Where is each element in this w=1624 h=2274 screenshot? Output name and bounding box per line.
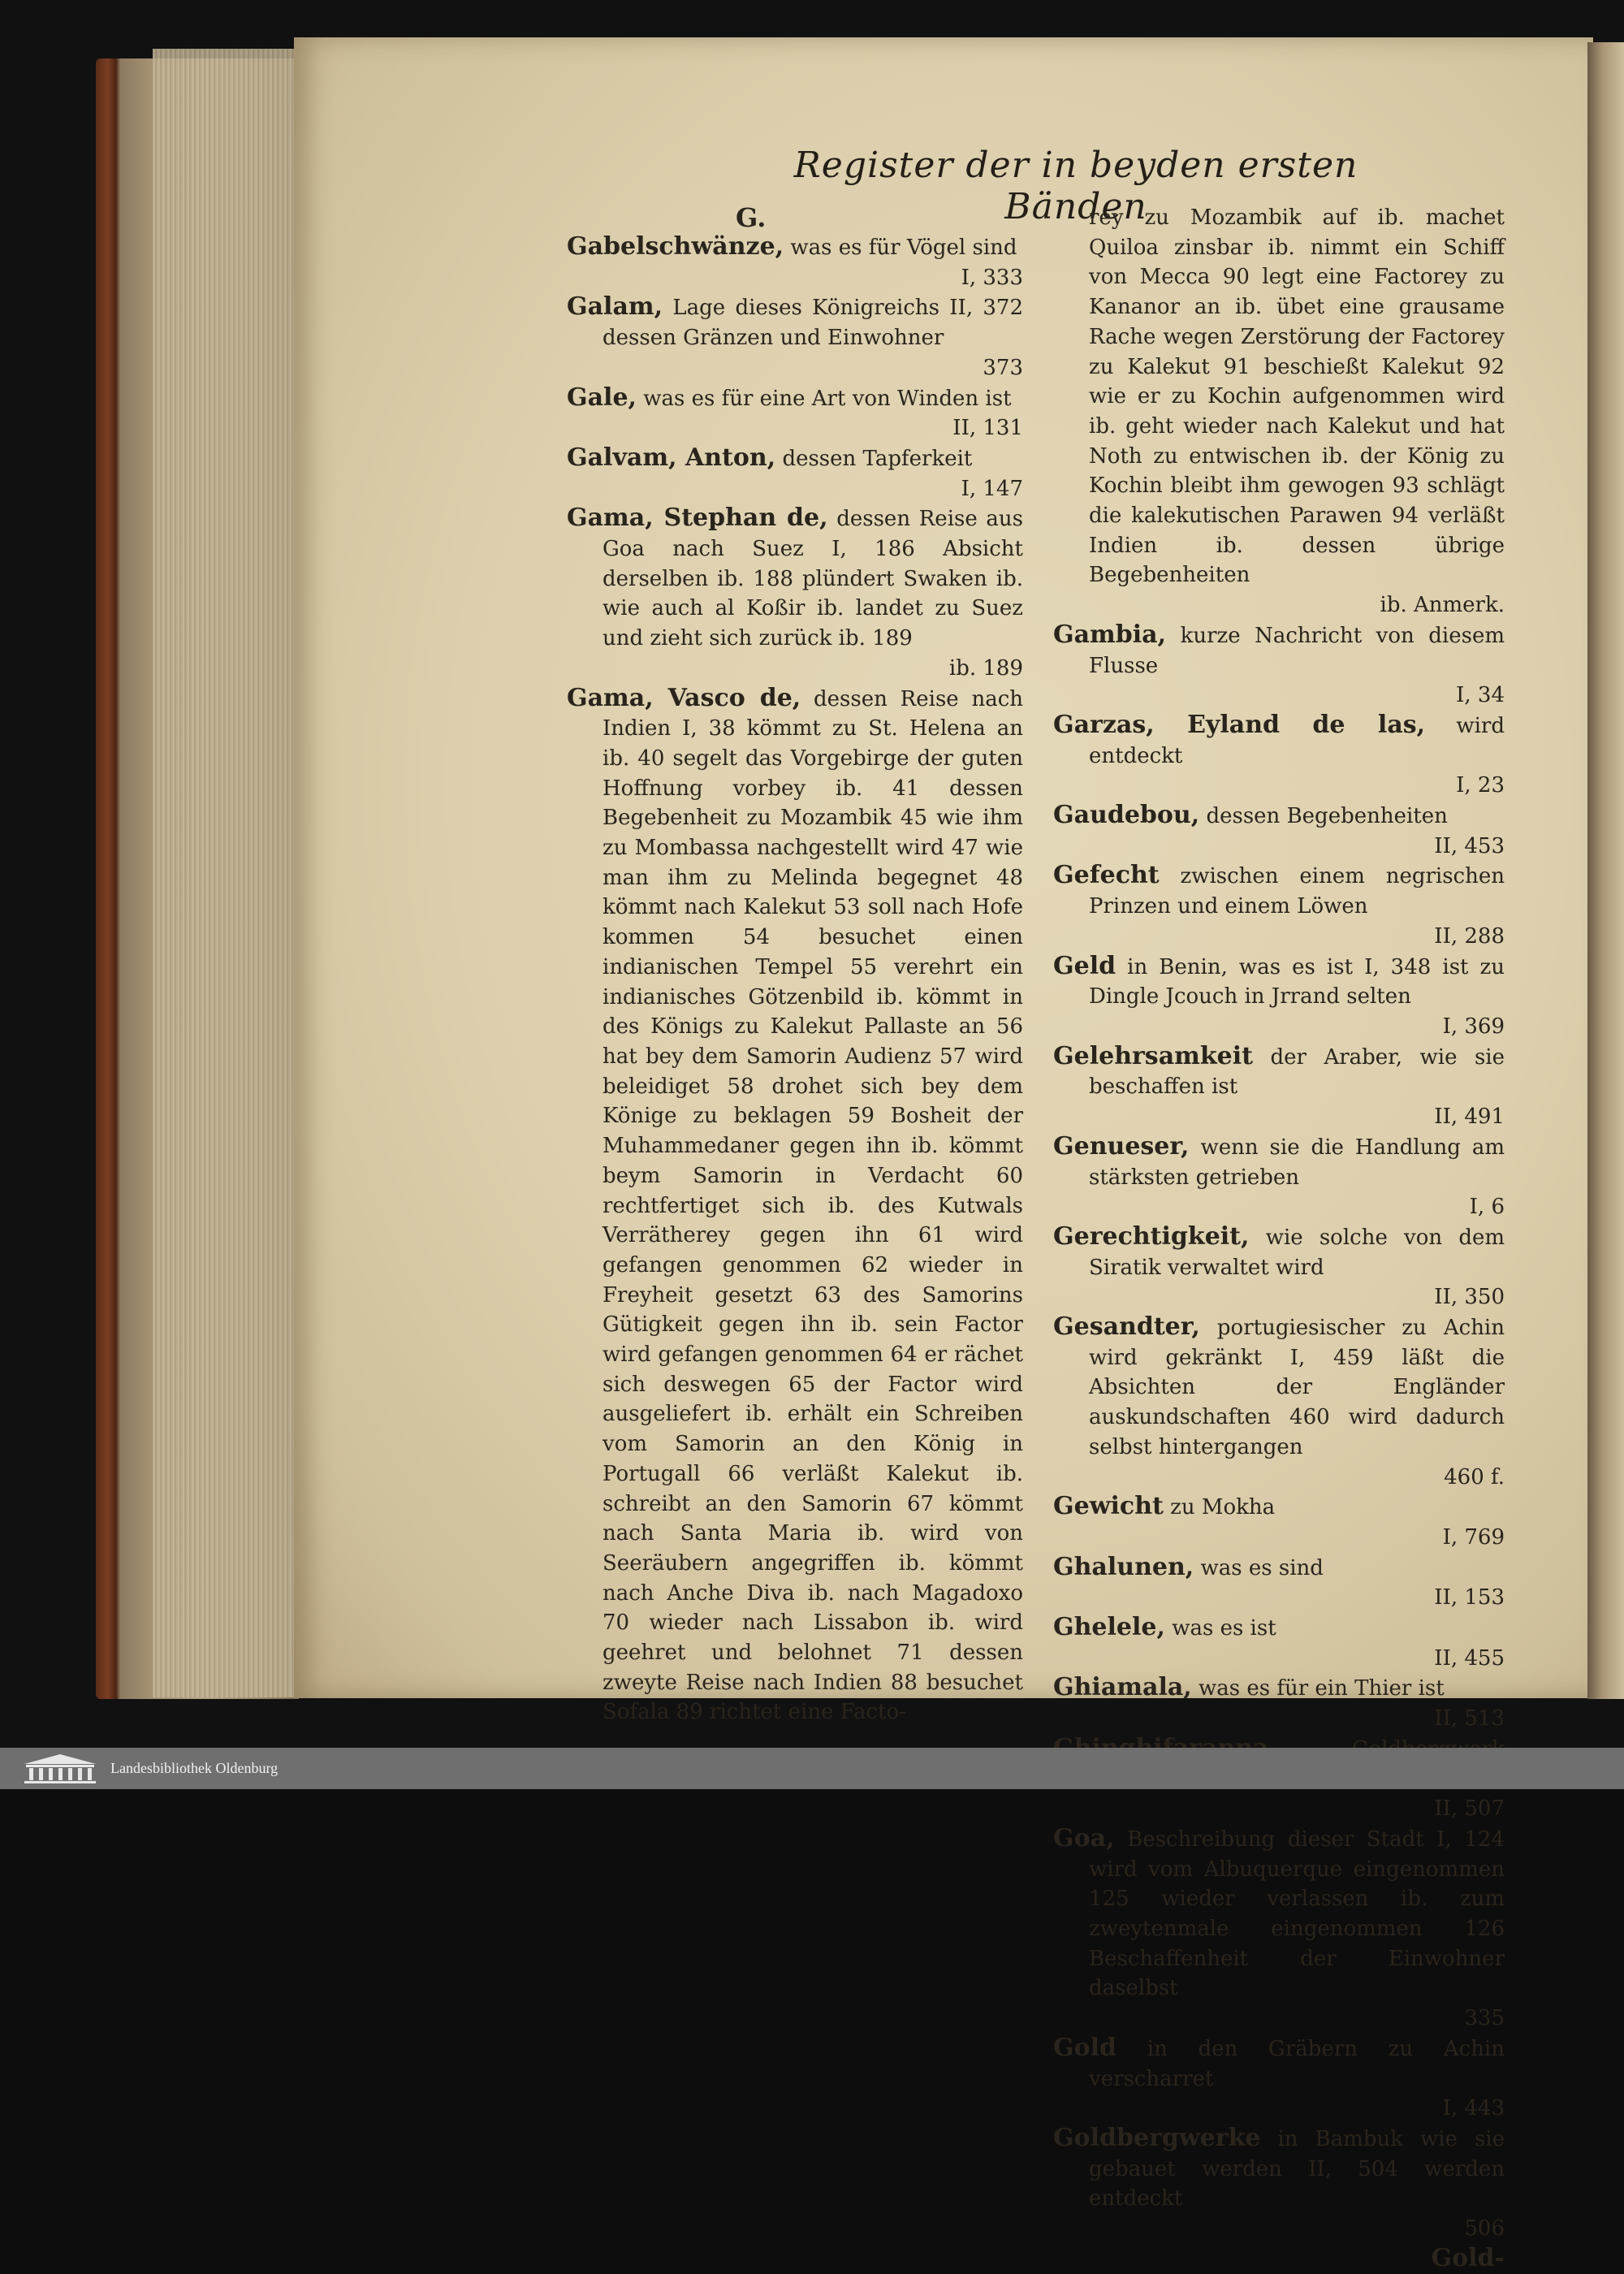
- index-entry: [1053, 1673, 1505, 1733]
- entry-reference: ib. Anmerk.: [1380, 593, 1505, 618]
- entry-headword: Gold: [1053, 2033, 1117, 2062]
- index-entry: [567, 443, 1023, 504]
- entry-text: Lage dieses Königreichs II, 372 dessen Gränzen und Einwohner: [603, 296, 1023, 351]
- entry-headword: Gewicht: [1053, 1492, 1164, 1521]
- entry-text: kurze Nachricht von diesem Flusse: [1089, 623, 1505, 678]
- entry-reference: I, 443: [1442, 2096, 1505, 2121]
- section-letter: G.: [736, 202, 767, 233]
- entry-headword: Gale,: [567, 383, 637, 412]
- entry-headword: Galvam, Anton,: [567, 443, 776, 472]
- entry-reference: I, 6: [1469, 1195, 1505, 1220]
- index-entry: [1053, 1312, 1505, 1492]
- entry-text: wie solche von dem Siratik verwaltet wird: [1089, 1225, 1505, 1280]
- entry-text: der Araber, wie sie beschaffen ist: [1089, 1044, 1505, 1100]
- index-entry: [1053, 861, 1505, 951]
- right-entries: [1053, 203, 1505, 2244]
- entry-reference: II, 288: [1434, 923, 1505, 949]
- catchword: Gold-: [1431, 2243, 1505, 2272]
- entry-text: wenn sie die Handlung am stärksten getrieben: [1089, 1135, 1505, 1190]
- entry-headword: Gabelschwänze,: [567, 232, 784, 261]
- entry-text: portugiesischer zu Achin wird gekränkt I, 459 läßt die Absichten der Engländer auskundschaften 460 wird dadurch selbst hintergangen: [1089, 1316, 1505, 1459]
- entry-headword: Gelehrsamkeit: [1053, 1041, 1254, 1070]
- index-entry: [567, 504, 1023, 683]
- entry-text: in den Gräbern zu Achin verscharret: [1089, 2036, 1505, 2091]
- entry-reference: II, 455: [1434, 1645, 1505, 1671]
- entry-reference: I, 34: [1456, 683, 1505, 708]
- index-entry: [567, 383, 1023, 443]
- index-entry: [567, 292, 1023, 383]
- index-column-left: [567, 203, 1023, 1727]
- left-entries: [567, 232, 1023, 1727]
- index-entry: [567, 684, 1023, 1728]
- entry-text: in Benin, was es ist I, 348 ist zu Dingle Jcouch in Jrrand selten: [1089, 954, 1505, 1009]
- entry-reference: ib. 189: [948, 655, 1023, 681]
- entry-text: zwischen einem negrischen Prinzen und einem Löwen: [1089, 864, 1505, 919]
- entry-reference: I, 769: [1442, 1524, 1505, 1550]
- entry-reference: II, 507: [1434, 1796, 1505, 1822]
- entry-headword: Ghalunen,: [1053, 1552, 1194, 1581]
- index-entry: [1053, 620, 1505, 711]
- entry-reference: I, 23: [1456, 773, 1505, 798]
- index-entry: [1053, 1222, 1505, 1312]
- entry-text: dessen Reise nach Indien I, 38 kömmt zu St. Helena an ib. 40 segelt das Vorgebirge der guten Hoffnung vorbey ib. 41 dessen Begebenheit zu Mozambik 45 wie ihm zu Mombassa nachgestellt wird 47 wie man ihm zu Melinda begegnet 48 kömmt nach Kalekut 53 soll nach Hofe kommen 54 besuchet einen indianischen Tempel 55 verehrt ein indianisches Götzenbild ib. kömmt in des Königs zu Kalekut Pallaste an 56 hat bey dem Samorin Audienz 57 wird beleidiget 58 drohet sich bey dem Könige zu beklagen 59 Bosheit der Muhammedaner gegen ihn ib. kömmt beym Samorin in Verdacht 60 rechtfertiget sich ib. des Kutwals Verrätherey gegen ihn 61 wird gefangen genommen 62 wieder in Freyheit gesetzt 63 des Samorins Gütigkeit gegen ihn ib. sein Factor wird gefangen genommen 64 er rächet sich deswegen 65 der Factor wird ausgeliefert ib. erhält ein Schreiben vom Samorin an den König in Portugall 66 verläßt Kalekut ib. schreibt an den Samorin 67 kömmt nach Santa Maria ib. wird von Seeräubern angegriffen ib. kömmt nach Anche Diva ib. nach Magadoxo 70 wieder nach Lissabon ib. wird geehret und belohnet 71 dessen zweyte Reise nach Indien 88 besuchet Sofala 89 richtet eine Facto-: [603, 686, 1023, 1725]
- library-name: Landesbibliothek Oldenburg: [110, 1760, 279, 1776]
- index-entry: [567, 232, 1023, 292]
- entry-text: was es sind: [1200, 1555, 1324, 1580]
- entry-text: was es für ein Thier ist: [1199, 1676, 1445, 1701]
- footer-bar: [0, 1748, 1624, 1789]
- running-head: Register der in beyden ersten Bänden: [793, 145, 1358, 227]
- entry-reference: II, 453: [1434, 833, 1505, 858]
- entry-headword: Goldbergwerke: [1053, 2124, 1261, 2152]
- index-entry: [1053, 1613, 1505, 1673]
- entry-reference: 460 f.: [1444, 1464, 1505, 1489]
- entry-headword: Genueser,: [1053, 1131, 1190, 1161]
- entry-reference: I, 369: [1442, 1014, 1505, 1039]
- entry-reference: 506: [1464, 2216, 1505, 2242]
- entry-reference: II, 131: [952, 416, 1023, 441]
- entry-reference: II, 153: [1434, 1585, 1505, 1610]
- index-entry: [1053, 952, 1505, 1042]
- entry-headword: Gefecht: [1053, 861, 1160, 890]
- index-entry: [1053, 801, 1505, 861]
- entry-text: dessen Begebenheiten: [1206, 804, 1448, 829]
- entry-text: in Bambuk wie sie gebauet werden II, 504 werden entdeckt: [1089, 2127, 1505, 2211]
- entry-headword: Goa,: [1053, 1823, 1115, 1852]
- entry-headword: Geld: [1053, 951, 1116, 980]
- entry-text: dessen Tapferkeit: [782, 446, 973, 471]
- library-building-icon: [19, 1753, 101, 1785]
- entry-text: was es für Vögel sind: [790, 236, 1017, 260]
- entry-text: was es für eine Art von Winden ist: [643, 386, 1012, 411]
- index-entry: [1053, 2124, 1505, 2244]
- facing-page-edge: [1587, 42, 1624, 1699]
- entry-reference: II, 491: [1434, 1105, 1505, 1130]
- entry-headword: Garzas, Eyland de las,: [1053, 710, 1426, 739]
- index-entry: [1053, 1492, 1505, 1552]
- entry-reference: I, 147: [961, 476, 1023, 501]
- index-entry: [1053, 1042, 1505, 1132]
- entry-reference: I, 333: [961, 265, 1023, 290]
- index-entry: [1053, 203, 1505, 620]
- entry-headword: Gerechtigkeit,: [1053, 1221, 1250, 1251]
- entry-headword: Ghiamala,: [1053, 1673, 1192, 1702]
- index-entry: [1053, 1132, 1505, 1222]
- entry-text: Beschreibung dieser Stadt I, 124 wird vom Albuquerque eingenommen 125 wieder verlassen ib. zum zweytenmale eingenommen 126 Beschaffenheit der Einwohner daselbst: [1089, 1827, 1505, 2001]
- index-entry: [1053, 2034, 1505, 2124]
- index-entry: [1053, 711, 1505, 801]
- entry-headword: Gaudebou,: [1053, 801, 1200, 830]
- entry-headword: Ghelele,: [1053, 1613, 1165, 1642]
- entry-reference: 373: [983, 355, 1023, 380]
- entry-headword: Gambia,: [1053, 620, 1167, 649]
- entry-headword: Gama, Vasco de,: [567, 683, 801, 712]
- entry-reference: 335: [1464, 2006, 1505, 2031]
- entry-text: dessen Reise aus Goa nach Suez I, 186 Absicht derselben ib. 188 plündert Swaken ib. wie auch al Koßir ib. landet zu Suez und zieht sich zurück ib. 189: [603, 507, 1023, 651]
- entry-text: rey zu Mozambik auf ib. machet Quiloa zinsbar ib. nimmt ein Schiff von Mecca 90 legt eine Factorey zu Kananor an ib. übet eine grausame Rache wegen Zerstörung der Factorey zu Kalekut 91 beschießt Kalekut 92 wie er zu Kochin aufgenommen wird ib. geht wieder nach Kalekut und hat Noth zu entwischen ib. der König zu Kochin bleibt ihm gewogen 93 schlägt die kalekutischen Parawen 94 verläßt Indien ib. dessen übrige Begebenheiten: [1089, 205, 1505, 588]
- page-stack-edges: [153, 49, 296, 1697]
- entry-headword: Galam,: [567, 292, 663, 322]
- entry-headword: Gesandter,: [1053, 1312, 1200, 1342]
- index-column-right: [1053, 203, 1505, 2274]
- entry-text: was es ist: [1172, 1616, 1276, 1641]
- entry-reference: II, 513: [1434, 1706, 1505, 1731]
- index-entry: [1053, 1553, 1505, 1613]
- entry-text: zu Mokha: [1170, 1495, 1276, 1520]
- entry-text: wird entdeckt: [1089, 713, 1505, 768]
- entry-headword: Gama, Stephan de,: [567, 504, 828, 533]
- entry-reference: II, 350: [1434, 1285, 1505, 1310]
- index-entry: [1053, 1824, 1505, 2034]
